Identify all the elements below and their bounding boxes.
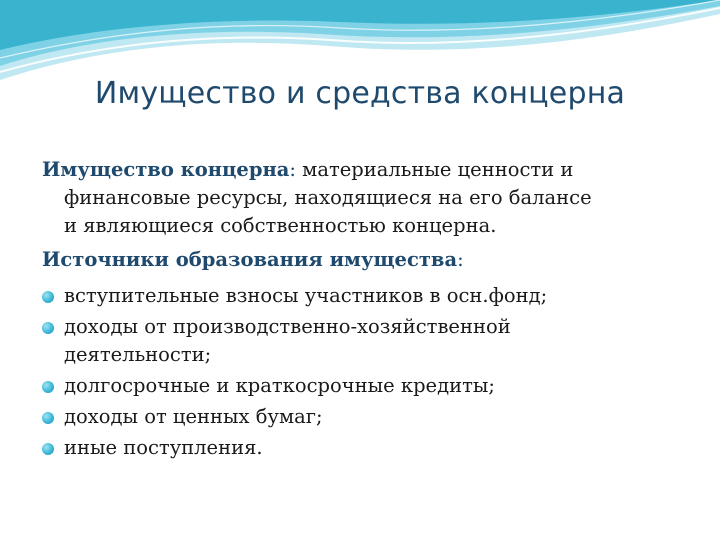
definition-term: Имущество концерна bbox=[42, 158, 290, 181]
list-item-text: долгосрочные и краткосрочные кредиты; bbox=[64, 374, 495, 397]
list-item-text: доходы от ценных бумаг; bbox=[64, 405, 323, 428]
bullet-icon bbox=[42, 443, 54, 455]
bullet-icon bbox=[42, 291, 54, 303]
sources-colon: : bbox=[457, 248, 464, 271]
slide-content bbox=[42, 156, 682, 465]
sources-heading-row bbox=[42, 246, 682, 274]
list-item bbox=[42, 313, 682, 369]
list-item bbox=[42, 434, 682, 462]
bullet-icon bbox=[42, 381, 54, 393]
slide-title: Имущество и средства концерна bbox=[94, 76, 626, 111]
list-item bbox=[42, 403, 682, 431]
list-item bbox=[42, 282, 682, 310]
definition-line-3: и являющиеся собственностью концерна. bbox=[64, 214, 497, 237]
list-item-text: иные поступления. bbox=[64, 436, 263, 459]
bullet-icon bbox=[42, 412, 54, 424]
list-item bbox=[42, 372, 682, 400]
list-item-text: вступительные взносы участников в осн.фонд; bbox=[64, 284, 548, 307]
list-item-text-continued: деятельности; bbox=[64, 343, 212, 366]
definition-colon: : bbox=[289, 158, 296, 181]
definition-line-1: материальные ценности и bbox=[302, 158, 574, 181]
sources-list bbox=[42, 282, 682, 462]
sources-heading: Источники образования имущества bbox=[42, 248, 458, 271]
list-item-text: доходы от производственно-хозяйственной bbox=[64, 315, 511, 338]
definition-line-2: финансовые ресурсы, находящиеся на его балансе bbox=[64, 186, 592, 209]
bullet-icon bbox=[42, 322, 54, 334]
definition-paragraph bbox=[42, 156, 682, 240]
